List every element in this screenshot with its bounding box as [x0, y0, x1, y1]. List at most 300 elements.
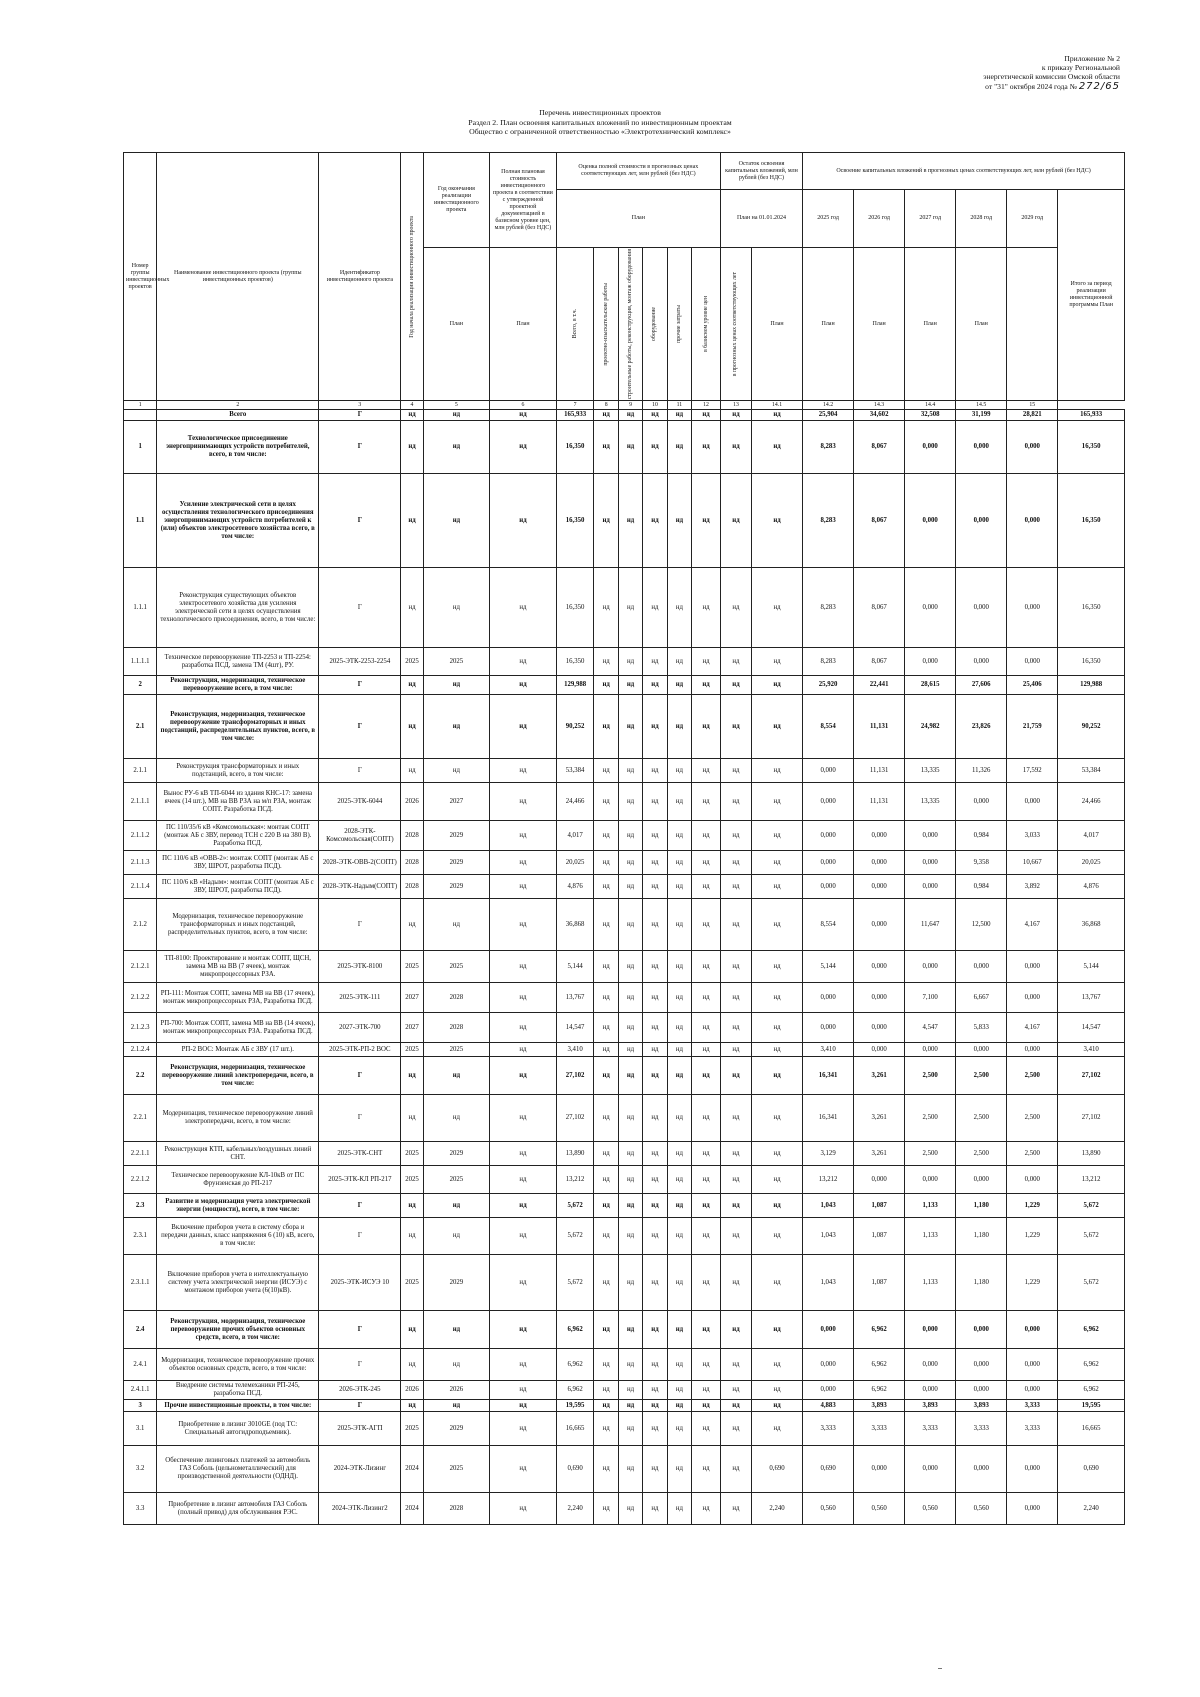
cell-value: 5,833: [956, 1013, 1007, 1043]
cell-value: 28,615: [905, 676, 956, 695]
cell-value: нд: [720, 821, 751, 851]
cell-value: нд: [643, 1218, 667, 1255]
cell-value: нд: [594, 1013, 618, 1043]
cell-value: нд: [720, 1381, 751, 1400]
scan-mark: [938, 1668, 942, 1669]
header-line-2: к приказу Региональной: [1041, 63, 1120, 73]
cell-value: 0,000: [956, 1349, 1007, 1381]
total-cell: нд: [401, 410, 423, 421]
cell-value: 0,000: [905, 951, 956, 983]
cell-value: 3,261: [854, 1095, 905, 1142]
cell-value: нд: [401, 568, 423, 648]
cell-value: 53,384: [1058, 759, 1125, 783]
cell-value: нд: [594, 1493, 618, 1525]
col-header-v-fin-text: в базисном уровне цен: [702, 296, 709, 353]
cell-value: 0,000: [905, 1311, 956, 1349]
cell-value: нд: [490, 676, 557, 695]
cell-value: нд: [618, 1013, 642, 1043]
cell-value: 3,333: [956, 1412, 1007, 1446]
cell-value: нд: [720, 648, 751, 676]
cell-value: нд: [401, 1218, 423, 1255]
col-header-plan-date: План на 01.01.2024: [720, 190, 802, 248]
cell-value: нд: [594, 1142, 618, 1166]
cell-value: 3,893: [956, 1400, 1007, 1412]
cell-value: нд: [667, 875, 691, 899]
cell-value: 0,000: [905, 421, 956, 474]
cell-value: 13,212: [803, 1166, 854, 1194]
cell-value: 11,131: [854, 695, 905, 759]
cell-value: нд: [490, 474, 557, 568]
col-header-plan-14-4: План: [905, 248, 956, 401]
cell-value: нд: [667, 851, 691, 875]
cell-value: нд: [594, 1095, 618, 1142]
row-number: 3.3: [124, 1493, 157, 1525]
cell-value: нд: [618, 1493, 642, 1525]
cell-value: 1,133: [905, 1255, 956, 1311]
row-number: 2.4: [124, 1311, 157, 1349]
cell-value: 2027: [401, 1013, 423, 1043]
cell-value: нд: [423, 759, 490, 783]
project-name: Усиление электрической сети в целях осуществления технологического присоединения энергопринимающих устройств потребителей к (или) объектов электросетевого хозяйства всего, в том числе:: [157, 474, 319, 568]
cell-value: нд: [423, 1218, 490, 1255]
cell-value: 2025: [423, 648, 490, 676]
cell-value: 8,283: [803, 421, 854, 474]
total-cell: 28,821: [1007, 410, 1058, 421]
cell-value: нд: [594, 1057, 618, 1095]
cell-value: нд: [618, 1218, 642, 1255]
cell-value: нд: [752, 1194, 803, 1218]
col-header-plan: План: [556, 190, 720, 248]
cell-value: нд: [594, 648, 618, 676]
cell-value: нд: [490, 1057, 557, 1095]
cell-value: 2029: [423, 1255, 490, 1311]
row-number: 2.3.1: [124, 1218, 157, 1255]
project-name: Реконструкция КТП, кабельных/воздушных линий СНТ.: [157, 1142, 319, 1166]
cell-value: 0,000: [956, 1166, 1007, 1194]
row-number: 2.1.2.2: [124, 983, 157, 1013]
cell-value: нд: [643, 1057, 667, 1095]
cell-value: 11,326: [956, 759, 1007, 783]
row-number: 2.2.1.1: [124, 1142, 157, 1166]
cell-value: 6,962: [1058, 1381, 1125, 1400]
cell-value: нд: [490, 648, 557, 676]
cell-value: 6,962: [854, 1311, 905, 1349]
cell-value: 0,000: [905, 1381, 956, 1400]
cell-value: 2029: [423, 1412, 490, 1446]
cell-value: нд: [720, 1095, 751, 1142]
cell-value: 20,025: [1058, 851, 1125, 875]
cell-value: нд: [423, 1095, 490, 1142]
project-name: Техническое перевооружение ТП-2253 и ТП-2254: разработка ПСД, замена ТМ (4шт), РУ.: [157, 648, 319, 676]
project-id: Г: [319, 1400, 401, 1412]
project-name: Реконструкция, модернизация, техническое перевооружение трансформаторных и иных подстанций, распределительных пунктов, всего, в том числе:: [157, 695, 319, 759]
cell-value: 10,667: [1007, 851, 1058, 875]
project-id: Г: [319, 899, 401, 951]
cell-value: нд: [618, 568, 642, 648]
index-cell: 5: [423, 401, 490, 410]
cell-value: нд: [720, 1043, 751, 1057]
cell-value: 27,606: [956, 676, 1007, 695]
cell-value: 0,000: [905, 1349, 956, 1381]
cell-value: нд: [618, 899, 642, 951]
cell-value: нд: [752, 1013, 803, 1043]
cell-value: нд: [752, 695, 803, 759]
cell-value: 3,892: [1007, 875, 1058, 899]
cell-value: нд: [643, 1349, 667, 1381]
cell-value: 0,000: [803, 1349, 854, 1381]
table-row: [124, 474, 1125, 568]
cell-value: 9,358: [956, 851, 1007, 875]
cell-value: нд: [720, 1311, 751, 1349]
cell-value: нд: [490, 1255, 557, 1311]
cell-value: 3,261: [854, 1142, 905, 1166]
cell-value: 16,350: [1058, 568, 1125, 648]
cell-value: 0,000: [1007, 1166, 1058, 1194]
cell-value: 3,410: [1058, 1043, 1125, 1057]
cell-value: нд: [752, 568, 803, 648]
cell-value: 6,962: [556, 1349, 594, 1381]
cell-value: нд: [692, 1349, 721, 1381]
cell-value: 0,000: [905, 648, 956, 676]
cell-value: нд: [618, 983, 642, 1013]
cell-value: 2025: [423, 1043, 490, 1057]
cell-value: нд: [720, 1218, 751, 1255]
cell-value: нд: [667, 1412, 691, 1446]
cell-value: нд: [490, 1412, 557, 1446]
cell-value: нд: [594, 1400, 618, 1412]
col-header-plan-6: План: [490, 248, 557, 401]
cell-value: 2028: [401, 851, 423, 875]
cell-value: нд: [401, 421, 423, 474]
cell-value: нд: [752, 875, 803, 899]
table-row: [124, 1013, 1125, 1043]
cell-value: нд: [643, 1255, 667, 1311]
cell-value: нд: [490, 951, 557, 983]
cell-value: нд: [618, 1446, 642, 1493]
cell-value: нд: [490, 568, 557, 648]
cell-value: 5,144: [803, 951, 854, 983]
col-header-v-prog: [720, 248, 751, 401]
cell-value: нд: [490, 421, 557, 474]
cell-value: 0,000: [803, 851, 854, 875]
cell-value: 53,384: [556, 759, 594, 783]
row-number: 2.4.1: [124, 1349, 157, 1381]
cell-value: 2,500: [956, 1142, 1007, 1166]
cell-value: 0,984: [956, 875, 1007, 899]
cell-value: 0,000: [854, 851, 905, 875]
cell-value: нд: [667, 1349, 691, 1381]
cell-value: нд: [490, 1349, 557, 1381]
cell-value: 2025: [423, 1446, 490, 1493]
project-name: Реконструкция, модернизация, техническое перевооружение всего, в том числе:: [157, 676, 319, 695]
cell-value: нд: [667, 1142, 691, 1166]
row-number: 3.2: [124, 1446, 157, 1493]
cell-value: нд: [667, 695, 691, 759]
cell-value: нд: [692, 759, 721, 783]
cell-value: нд: [720, 759, 751, 783]
project-id: Г: [319, 759, 401, 783]
cell-value: нд: [490, 759, 557, 783]
cell-value: 8,554: [803, 695, 854, 759]
cell-value: нд: [692, 983, 721, 1013]
cell-value: 2,240: [1058, 1493, 1125, 1525]
cell-value: 2029: [423, 875, 490, 899]
cell-value: нд: [643, 474, 667, 568]
col-header-v-other-text: прочие затраты: [675, 305, 682, 343]
cell-value: 0,000: [803, 821, 854, 851]
cell-value: нд: [692, 1057, 721, 1095]
total-cell: нд: [667, 410, 691, 421]
cell-value: нд: [618, 875, 642, 899]
row-number: 2.1.2.3: [124, 1013, 157, 1043]
cell-value: нд: [752, 821, 803, 851]
cell-value: 2029: [423, 1142, 490, 1166]
cell-value: нд: [594, 759, 618, 783]
table-row: [124, 821, 1125, 851]
table-row: [124, 1412, 1125, 1446]
cell-value: нд: [692, 899, 721, 951]
cell-value: нд: [667, 1446, 691, 1493]
project-name: Модернизация, техническое перевооружение линий электропередачи, всего, в том числе:: [157, 1095, 319, 1142]
cell-value: нд: [490, 1095, 557, 1142]
table-row: [124, 1381, 1125, 1400]
project-id: 2025-ЭТК-111: [319, 983, 401, 1013]
cell-value: 8,554: [803, 899, 854, 951]
cell-value: 2026: [401, 783, 423, 821]
cell-value: 0,000: [905, 568, 956, 648]
cell-value: 6,962: [1058, 1311, 1125, 1349]
cell-value: 16,341: [803, 1057, 854, 1095]
index-cell: 14.4: [905, 401, 956, 410]
table-row: [124, 1400, 1125, 1412]
cell-value: 0,000: [803, 759, 854, 783]
cell-value: нд: [667, 1057, 691, 1095]
table-row: [124, 1095, 1125, 1142]
total-cell: 32,508: [905, 410, 956, 421]
row-number: 2.2.1.2: [124, 1166, 157, 1194]
cell-value: нд: [594, 851, 618, 875]
cell-value: нд: [667, 648, 691, 676]
cell-value: нд: [692, 851, 721, 875]
index-cell: 1: [124, 401, 157, 410]
order-number-signature: 272/65: [1078, 80, 1120, 92]
cell-value: нд: [490, 899, 557, 951]
cell-value: нд: [692, 1013, 721, 1043]
cell-value: 13,335: [905, 783, 956, 821]
cell-value: 2025: [401, 1166, 423, 1194]
cell-value: 0,000: [854, 1043, 905, 1057]
cell-value: 16,350: [1058, 421, 1125, 474]
cell-value: нд: [618, 676, 642, 695]
cell-value: нд: [594, 1218, 618, 1255]
project-id: 2025-ЭТК-СНТ: [319, 1142, 401, 1166]
index-cell: 2: [157, 401, 319, 410]
row-number: 2.1.1.3: [124, 851, 157, 875]
cell-value: нд: [643, 759, 667, 783]
cell-value: 0,000: [956, 474, 1007, 568]
cell-value: нд: [692, 1493, 721, 1525]
project-id: Г: [319, 1218, 401, 1255]
cell-value: нд: [618, 1057, 642, 1095]
header-date: от "31" октября 2024 года №: [985, 81, 1077, 91]
col-header-plan-14-5: План: [956, 248, 1007, 401]
cell-value: 90,252: [1058, 695, 1125, 759]
cell-value: 0,000: [803, 1311, 854, 1349]
cell-value: нд: [667, 1381, 691, 1400]
col-header-2029: 2029 год: [1007, 190, 1058, 248]
table-row: [124, 1166, 1125, 1194]
cell-value: нд: [720, 1493, 751, 1525]
table-row: [124, 695, 1125, 759]
cell-value: нд: [643, 821, 667, 851]
cell-value: нд: [643, 1446, 667, 1493]
cell-value: 13,890: [1058, 1142, 1125, 1166]
cell-value: 90,252: [556, 695, 594, 759]
project-name: РП-111: Монтаж СОПТ, замена МВ на ВВ (17 ячеек), монтаж микропроцессорных РЗА, Разработка ПСД.: [157, 983, 319, 1013]
cell-value: 5,672: [556, 1218, 594, 1255]
project-id: Г: [319, 1349, 401, 1381]
cell-value: 0,000: [1007, 1311, 1058, 1349]
cell-value: нд: [720, 676, 751, 695]
cell-value: 4,167: [1007, 1013, 1058, 1043]
cell-value: 0,000: [1007, 421, 1058, 474]
cell-value: 0,560: [905, 1493, 956, 1525]
cell-value: 16,665: [1058, 1412, 1125, 1446]
cell-value: нд: [667, 1493, 691, 1525]
cell-value: нд: [594, 899, 618, 951]
total-cell: 31,199: [956, 410, 1007, 421]
cell-value: нд: [720, 875, 751, 899]
cell-value: нд: [490, 1194, 557, 1218]
row-number: 3.1: [124, 1412, 157, 1446]
row-number: 2.2: [124, 1057, 157, 1095]
cell-value: нд: [643, 1013, 667, 1043]
cell-value: нд: [692, 1142, 721, 1166]
cell-value: 3,333: [803, 1412, 854, 1446]
index-cell: 10: [643, 401, 667, 410]
col-header-id: Идентификатор инвестиционного проекта: [319, 153, 401, 401]
cell-value: нд: [618, 951, 642, 983]
project-name: Включение приборов учета в систему сбора и передачи данных, класс напряжения 6 (10) кВ, всего, в том числе:: [157, 1218, 319, 1255]
cell-value: 1,043: [803, 1218, 854, 1255]
col-header-v-pir: [594, 248, 618, 401]
cell-value: 2025: [423, 951, 490, 983]
col-header-cost: Полная плановая стоимость инвестиционного проекта в соответствии с утвержденной проектной документацией в базисном уровне цен, млн рублей (без НДС): [490, 153, 557, 248]
cell-value: 2,500: [1007, 1057, 1058, 1095]
cell-value: нд: [618, 648, 642, 676]
header-line-1: Приложение № 2: [1064, 54, 1120, 63]
project-name: Реконструкция, модернизация, техническое перевооружение линий электропередачи, всего, в том числе:: [157, 1057, 319, 1095]
cell-value: нд: [594, 1043, 618, 1057]
cell-value: 1,180: [956, 1218, 1007, 1255]
project-name: Включение приборов учета в интеллектуальную систему учета электрической энергии (ИСУЭ) с монтажом приборов учета (6(10)кВ).: [157, 1255, 319, 1311]
cell-value: 0,000: [956, 783, 1007, 821]
cell-value: нд: [401, 1400, 423, 1412]
cell-value: нд: [752, 1142, 803, 1166]
cell-value: нд: [423, 695, 490, 759]
table-row: [124, 951, 1125, 983]
cell-value: нд: [618, 1194, 642, 1218]
cell-value: 20,025: [556, 851, 594, 875]
cell-value: нд: [752, 1311, 803, 1349]
cell-value: нд: [594, 1412, 618, 1446]
cell-value: нд: [692, 474, 721, 568]
index-cell: 14.5: [956, 401, 1007, 410]
project-name: ПС 110/6 кВ «Надым»: монтаж СОПТ (монтаж АБ с ЗВУ, ШРОТ, разработка ПСД).: [157, 875, 319, 899]
cell-value: 23,826: [956, 695, 1007, 759]
cell-value: нд: [490, 821, 557, 851]
total-cell: нд: [423, 410, 490, 421]
row-number: 2.1: [124, 695, 157, 759]
project-id: 2025-ЭТК-6044: [319, 783, 401, 821]
cell-value: 27,102: [556, 1095, 594, 1142]
order-appendix-header: [910, 54, 1120, 91]
col-header-year-end: Год окончания реализации инвестиционного проекта: [423, 153, 490, 248]
cell-value: нд: [692, 1311, 721, 1349]
cell-value: нд: [490, 783, 557, 821]
cell-value: нд: [667, 1095, 691, 1142]
table-row: [124, 648, 1125, 676]
cell-value: 11,131: [854, 759, 905, 783]
cell-value: 0,690: [803, 1446, 854, 1493]
cell-value: нд: [692, 1166, 721, 1194]
cell-value: нд: [594, 821, 618, 851]
cell-value: 1,180: [956, 1194, 1007, 1218]
cell-value: 2028: [401, 821, 423, 851]
total-row: [124, 410, 1125, 421]
cell-value: 6,962: [854, 1349, 905, 1381]
cell-value: 5,672: [1058, 1255, 1125, 1311]
cell-value: нд: [618, 821, 642, 851]
cell-value: нд: [752, 759, 803, 783]
cell-value: 16,350: [556, 421, 594, 474]
cell-value: 2027: [401, 983, 423, 1013]
index-cell: 9: [618, 401, 642, 410]
project-id: Г: [319, 421, 401, 474]
cell-value: 4,547: [905, 1013, 956, 1043]
cell-value: 16,350: [556, 648, 594, 676]
cell-value: 24,466: [556, 783, 594, 821]
cell-value: нд: [692, 421, 721, 474]
cell-value: 5,672: [1058, 1218, 1125, 1255]
cell-value: 4,167: [1007, 899, 1058, 951]
col-header-v-smr: [618, 248, 642, 401]
col-header-v-equip-text: оборудование: [651, 307, 658, 342]
cell-value: 0,000: [803, 1381, 854, 1400]
cell-value: нд: [423, 1400, 490, 1412]
project-id: Г: [319, 1311, 401, 1349]
cell-value: 0,000: [905, 1043, 956, 1057]
project-name: Приобретение в лизинг автомобиля ГАЗ Соболь (полный привод) для обслуживания РЭС.: [157, 1493, 319, 1525]
cell-value: 2028: [423, 1013, 490, 1043]
cell-value: 36,868: [556, 899, 594, 951]
cell-value: нд: [643, 783, 667, 821]
cell-value: 13,767: [556, 983, 594, 1013]
cell-value: нд: [692, 568, 721, 648]
cell-value: 0,000: [1007, 1381, 1058, 1400]
col-header-v-other: [667, 248, 691, 401]
project-name: Обеспечение лизинговых платежей за автомобиль ГАЗ Соболь (цельнометаллический) для производственной деятельности (ОДНД).: [157, 1446, 319, 1493]
cell-value: 0,000: [956, 1381, 1007, 1400]
project-id: Г: [319, 1095, 401, 1142]
cell-value: нд: [401, 1095, 423, 1142]
cell-value: нд: [667, 899, 691, 951]
header-line-3: энергетической комиссии Омской области: [983, 72, 1120, 82]
row-number: 1.1.1.1: [124, 648, 157, 676]
cell-value: нд: [594, 1349, 618, 1381]
cell-value: 2025: [401, 648, 423, 676]
cell-value: нд: [720, 1057, 751, 1095]
